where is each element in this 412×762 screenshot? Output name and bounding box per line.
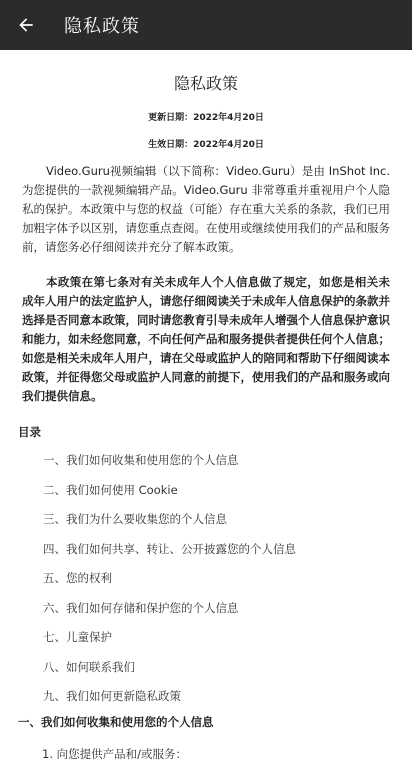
app-bar-title: 隐私政策 [64, 16, 140, 37]
updated-date: 更新日期：2022年4月20日 [148, 113, 264, 123]
toc-item[interactable]: 九、我们如何更新隐私政策 [43, 689, 181, 703]
intro-paragraph: Video.Guru视频编辑（以下简称：Video.Guru）是由 InShot Inc. 为您提供的一款视频编辑产品。Video.Guru 非常尊重并重视用户个人隐私的保护。本政策中与您的权益（可能）存在重大关系的条款，我们已用加粗字体予以区别，请您重点查阅。在使用或继续使用我们的产品和服务前，请您务必仔细阅读并充分了解本政策。 [22, 164, 390, 254]
minor-protection-paragraph: 本政策在第七条对有关未成年人个人信息做了规定，如您是相关未成年人用户的法定监护人，请您仔细阅读关于未成年人信息保护的条款并选择是否同意本政策，同时请您教育引导未成年人增强个人信息保护意识和能力，如未经您同意，不向任何产品和服务提供者提供任何个人信息；如您是相关未成年人用户，请在父母或监护人的陪同和帮助下仔细阅读本政策，并征得您父母或监护人同意的前提下，使用我们的产品和服务或向我们提供信息。 [22, 275, 390, 403]
section-1-heading: 一、我们如何收集和使用您的个人信息 [18, 714, 214, 729]
policy-content[interactable] [0, 71, 412, 762]
toc-item[interactable]: 五、您的权利 [43, 571, 112, 585]
app-bar [0, 0, 412, 50]
toc-item[interactable]: 三、我们为什么要收集您的个人信息 [43, 512, 227, 526]
toc-item[interactable]: 一、我们如何收集和使用您的个人信息 [43, 453, 239, 467]
table-of-contents [18, 446, 394, 712]
toc-item[interactable]: 七、儿童保护 [43, 630, 112, 644]
arrow-left-icon [16, 15, 36, 35]
back-button[interactable] [0, 0, 52, 50]
toc-item[interactable]: 八、如何联系我们 [43, 659, 135, 674]
toc-item[interactable]: 六、我们如何存储和保护您的个人信息 [43, 600, 239, 615]
document-title: 隐私政策 [173, 74, 238, 93]
toc-item[interactable]: 四、我们如何共享、转让、公开披露您的个人信息 [43, 541, 296, 556]
toc-heading: 目录 [18, 425, 41, 439]
toc-item[interactable]: 二、我们如何使用 Cookie [43, 482, 178, 497]
effective-date: 生效日期：2022年4月20日 [148, 140, 264, 150]
section-1-subitem: 1. 向您提供产品和/或服务： [42, 746, 188, 761]
